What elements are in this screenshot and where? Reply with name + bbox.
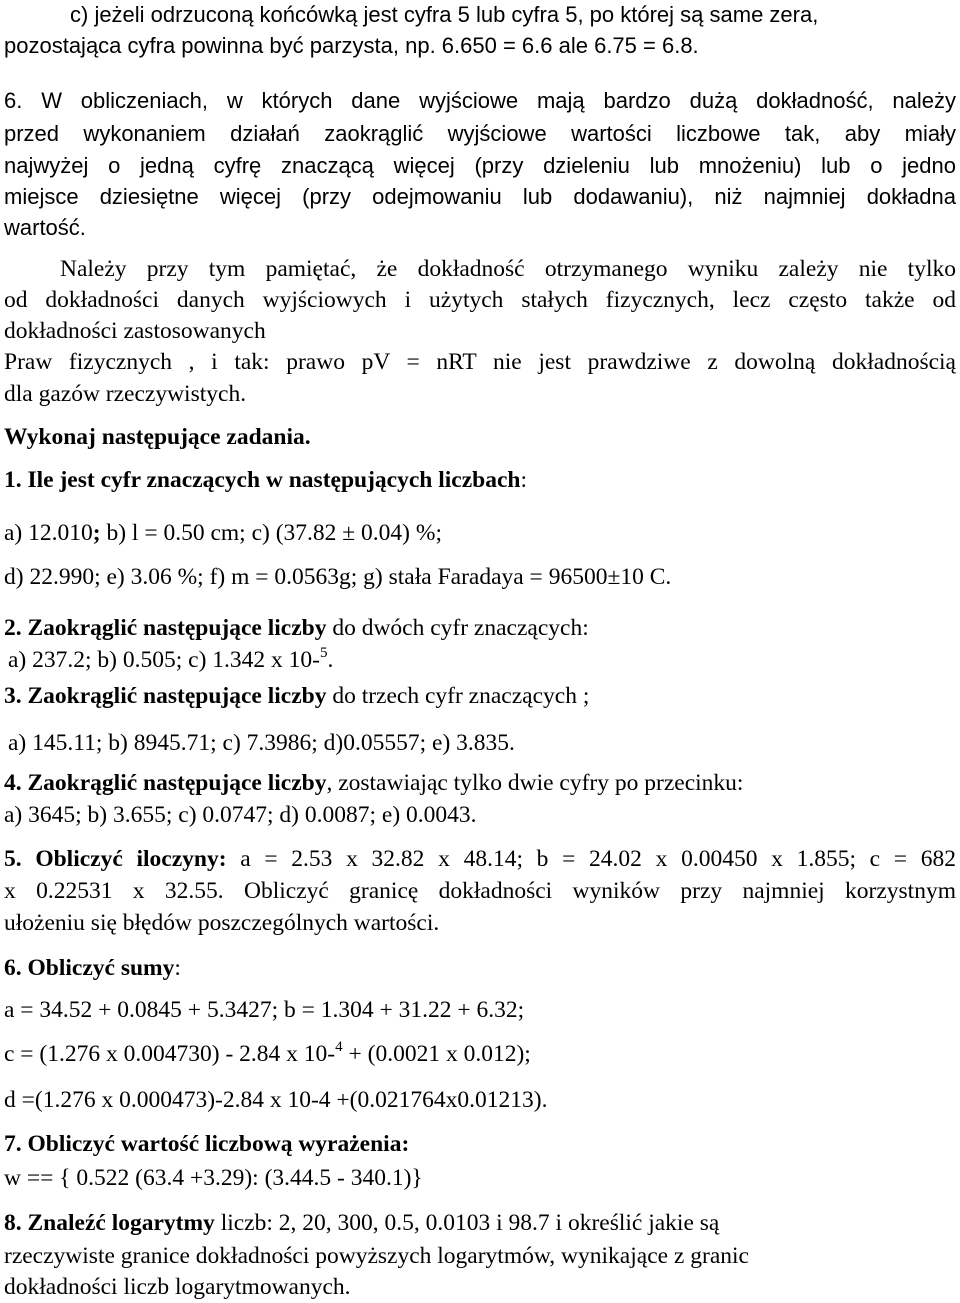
task-1-items-row-2: d) 22.990; e) 3.06 %; f) m = 0.0563g; g) stała Faradaya = 96500±10 C.	[4, 564, 672, 590]
task-4-title: 4. Zaokrąglić następujące liczby, zostawiając tylko dwie cyfry po przecinku:	[4, 770, 744, 796]
task-5-line-3: ułożeniu się błędów poszczególnych wartości.	[4, 910, 440, 936]
rule-c-line-1: c) jeżeli odrzuconą końcówką jest cyfra 5 lub cyfra 5, po której są same zera,	[70, 2, 819, 27]
task-2-title: 2. Zaokrąglić następujące liczby do dwóch cyfr znaczących:	[4, 615, 589, 641]
rule-6-line-5: wartość.	[4, 215, 86, 240]
task-7-title: 7. Obliczyć wartość liczbową wyrażenia:	[4, 1131, 410, 1157]
task-3-title: 3. Zaokrąglić następujące liczby do trzech cyfr znaczących ;	[4, 683, 590, 709]
rule-6-line-1: 6. W obliczeniach, w których dane wyjściowe mają bardzo dużą dokładność, należy	[4, 88, 956, 113]
rule-6-line-4: miejsce dziesiętne więcej (przy odejmowaniu lub dodawaniu), niż najmniej dokładna	[4, 184, 956, 209]
task-4-items: a) 3645; b) 3.655; c) 0.0747; d) 0.0087; e) 0.0043.	[4, 802, 477, 828]
paragraph-line-3: dokładności zastosowanych	[4, 318, 266, 344]
task-8-line-1: 8. Znaleźć logarytmy liczb: 2, 20, 300, 0.5, 0.0103 i 98.7 i określić jakie są	[4, 1210, 720, 1236]
tasks-heading: Wykonaj następujące zadania.	[4, 424, 311, 450]
task-6-sum-c: c = (1.276 x 0.004730) - 2.84 x 10-$^4$ + (0.0021 x 0.012);	[4, 1039, 531, 1067]
rule-c-line-2: pozostająca cyfra powinna być parzysta, np. 6.650 = 6.6 ale 6.75 = 6.8.	[4, 33, 699, 58]
paragraph-line-4: Praw fizycznych , i tak: prawo pV = nRT nie jest prawdziwe z dowolną dokładnością	[4, 349, 956, 375]
paragraph-line-5: dla gazów rzeczywistych.	[4, 381, 247, 407]
task-3-items: a) 145.11; b) 8945.71; c) 7.3986; d)0.05557; e) 3.835.	[8, 730, 515, 756]
task-2-items: a) 237.2; b) 0.505; c) 1.342 x 10-$^5$.	[8, 645, 334, 673]
task-8-line-2: rzeczywiste granice dokładności powyższych logarytmów, wynikające z granic	[4, 1243, 749, 1269]
paragraph-line-2: od dokładności danych wyjściowych i użytych stałych fizycznych, lecz często także od	[4, 287, 956, 313]
task-6-sum-a-b: a = 34.52 + 0.0845 + 5.3427; b = 1.304 + 31.22 + 6.32;	[4, 997, 525, 1023]
task-5-line-2: x 0.22531 x 32.55. Obliczyć granicę dokładności wyników przy najmniej korzystnym	[4, 878, 956, 904]
task-5-line-1: 5. Obliczyć iloczyny: a = 2.53 x 32.82 x 48.14; b = 24.02 x 0.00450 x 1.855; c = 682	[4, 846, 956, 872]
rule-6-line-3: najwyżej o jedną cyfrę znaczącą więcej (przy dzieleniu lub mnożeniu) lub o jedno	[4, 153, 956, 178]
task-1-items-row-1: a) 12.010; b) l = 0.50 cm; c) (37.82 ± 0.04) %;	[4, 520, 442, 546]
task-8-line-3: dokładności liczb logarytmowanych.	[4, 1274, 351, 1300]
task-6-title: 6. Obliczyć sumy:	[4, 955, 181, 981]
paragraph-line-1: Należy przy tym pamiętać, że dokładność otrzymanego wyniku zależy nie tylko	[60, 256, 956, 282]
rule-6-line-2: przed wykonaniem działań zaokrąglić wyjściowe wartości liczbowe tak, aby miały	[4, 121, 956, 146]
task-7-expression: w == { 0.522 (63.4 +3.29): (3.44.5 - 340.1)}	[4, 1165, 423, 1191]
task-1-title: 1. Ile jest cyfr znaczących w następujących liczbach:	[4, 467, 527, 493]
task-6-sum-d: d =(1.276 x 0.000473)-2.84 x 10-4 +(0.021764x0.01213).	[4, 1087, 548, 1113]
